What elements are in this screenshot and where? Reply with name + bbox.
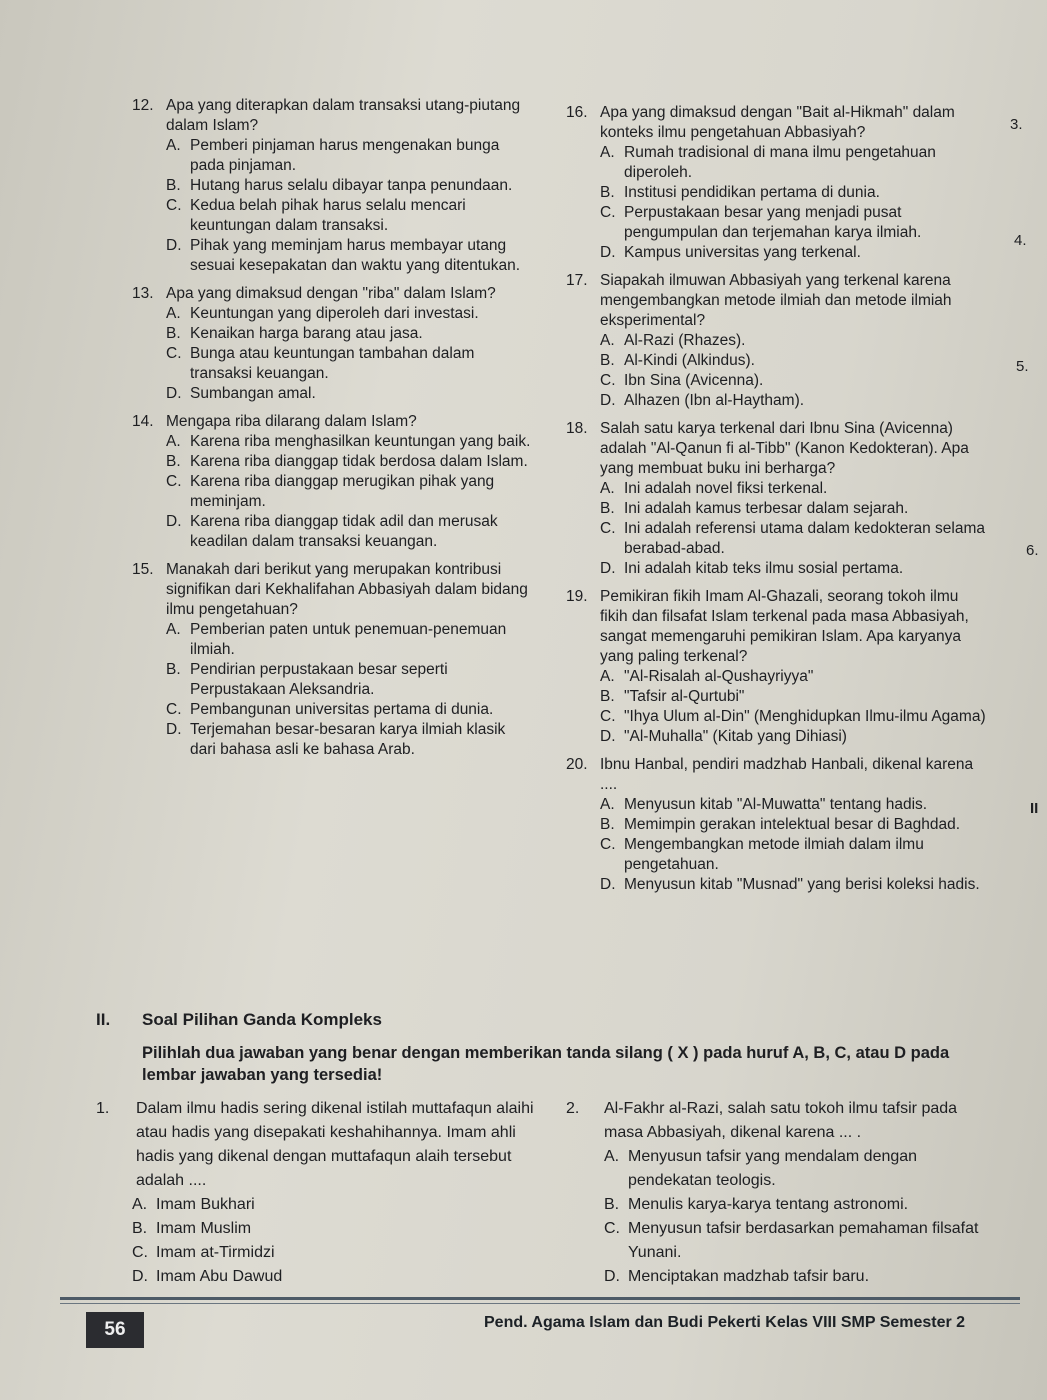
answer-option	[600, 243, 986, 263]
answer-option	[600, 667, 986, 687]
answer-option	[600, 519, 986, 559]
answer-option	[600, 815, 986, 835]
section-header	[96, 1010, 996, 1086]
answer-option	[166, 176, 532, 196]
option-letter: A.	[166, 305, 181, 322]
answer-option	[166, 472, 532, 512]
option-text: Imam Bukhari	[156, 1196, 255, 1213]
option-text: Karena riba dianggap tidak adil dan merusak keadilan dalam transaksi keuangan.	[190, 513, 498, 550]
question-number: 18.	[566, 420, 588, 437]
option-text: Menyusun tafsir yang mendalam dengan pendekatan teologis.	[628, 1148, 918, 1189]
option-letter: D.	[166, 385, 182, 402]
answer-option	[166, 196, 532, 236]
option-text: Pihak yang meminjam harus membayar utang sesuai kesepakatan dan waktu yang ditentukan.	[190, 237, 521, 274]
option-text: Pembangunan universitas pertama di dunia.	[190, 701, 494, 718]
answer-option	[600, 183, 986, 203]
answer-option	[166, 236, 532, 276]
answer-option	[166, 700, 532, 720]
option-letter: A.	[600, 480, 615, 497]
option-text: "Tafsir al-Qurtubi"	[624, 688, 745, 705]
question-text: Ibnu Hanbal, pendiri madzhab Hanbali, dikenal karena ....	[600, 756, 974, 793]
option-letter: B.	[600, 688, 615, 705]
answer-option	[600, 391, 986, 411]
question	[566, 419, 986, 579]
option-text: Imam Abu Dawud	[156, 1268, 283, 1285]
question-text: Manakah dari berikut yang merupakan kontribusi signifikan dari Kekhalifahan Abbasiyah dalam bidang ilmu pengetahuan?	[166, 561, 528, 618]
option-letter: B.	[604, 1196, 620, 1213]
option-text: Ini adalah kitab teks ilmu sosial pertama.	[624, 560, 904, 577]
question-number: 20.	[566, 756, 588, 773]
option-letter: A.	[166, 433, 181, 450]
question-stem	[132, 560, 532, 620]
answer-option	[600, 707, 986, 727]
option-text: Perpustakaan besar yang menjadi pusat pengumpulan dan terjemahan karya ilmiah.	[624, 204, 922, 241]
answer-option	[600, 203, 986, 243]
option-text: Hutang harus selalu dibayar tanpa penundaan.	[190, 177, 513, 194]
option-text: Sumbangan amal.	[190, 385, 316, 402]
question-text: Pemikiran fikih Imam Al-Ghazali, seorang tokoh ilmu fikih dan filsafat Islam terkenal pada masa Abbasiyah, sangat memengaruhi pemikiran Islam. Apa karyanya yang paling terkenal?	[600, 588, 969, 665]
option-text: Bunga atau keuntungan tambahan dalam transaksi keuangan.	[190, 345, 475, 382]
answer-option	[600, 351, 986, 371]
option-letter: D.	[600, 560, 616, 577]
option-letter: A.	[600, 668, 615, 685]
answer-option	[166, 660, 532, 700]
option-text: Mengembangkan metode ilmiah dalam ilmu pengetahuan.	[624, 836, 924, 873]
answer-option	[166, 620, 532, 660]
question	[566, 1097, 986, 1289]
option-letter: C.	[166, 197, 182, 214]
answer-option	[600, 835, 986, 875]
answer-option	[132, 1241, 536, 1265]
option-letter: B.	[600, 352, 615, 369]
option-text: Alhazen (Ibn al-Haytham).	[624, 392, 805, 409]
option-letter: A.	[600, 144, 615, 161]
question	[566, 587, 986, 747]
question-number: 16.	[566, 104, 588, 121]
option-letter: C.	[166, 473, 182, 490]
option-letter: C.	[604, 1220, 620, 1237]
answer-option	[600, 371, 986, 391]
question-text: Dalam ilmu hadis sering dikenal istilah muttafaqun alaihi atau hadis yang disepakati keshahihannya. Imam ahli hadis yang dikenal dengan muttafaqun alaih tersebut adalah ....	[136, 1100, 534, 1189]
option-text: Imam at-Tirmidzi	[156, 1244, 275, 1261]
question-number: 17.	[566, 272, 588, 289]
complex-question-1	[96, 1097, 536, 1297]
question-number: 1.	[96, 1100, 110, 1117]
option-letter: D.	[166, 721, 182, 738]
question	[566, 755, 986, 895]
option-text: Pemberian paten untuk penemuan-penemuan ilmiah.	[190, 621, 507, 658]
left-question-column	[132, 96, 532, 768]
margin-number: 5.	[1016, 358, 1029, 375]
footer-rule-thin	[60, 1303, 1020, 1304]
option-letter: D.	[604, 1268, 620, 1285]
option-text: Memimpin gerakan intelektual besar di Baghdad.	[624, 816, 961, 833]
option-text: Menyusun tafsir berdasarkan pemahaman filsafat Yunani.	[628, 1220, 979, 1261]
answer-option	[600, 559, 986, 579]
question	[132, 412, 532, 552]
answer-option	[600, 727, 986, 747]
option-letter: B.	[166, 325, 181, 342]
margin-number: 3.	[1010, 116, 1023, 133]
option-letter: B.	[132, 1220, 148, 1237]
option-text: Pendirian perpustakaan besar seperti Perpustakaan Aleksandria.	[190, 661, 448, 698]
question-stem	[132, 96, 532, 136]
option-letter: A.	[600, 796, 615, 813]
page-number-badge: 56	[86, 1312, 144, 1348]
question-stem	[566, 755, 986, 795]
answer-option	[166, 452, 532, 472]
option-text: "Ihya Ulum al-Din" (Menghidupkan Ilmu-ilmu Agama)	[624, 708, 986, 725]
question	[566, 103, 986, 263]
option-text: Imam Muslim	[156, 1220, 252, 1237]
option-letter: C.	[166, 701, 182, 718]
option-text: Keuntungan yang diperoleh dari investasi.	[190, 305, 479, 322]
answer-option	[132, 1265, 536, 1289]
option-letter: B.	[166, 661, 181, 678]
option-letter: B.	[166, 453, 181, 470]
question	[566, 271, 986, 411]
option-text: Al-Kindi (Alkindus).	[624, 352, 755, 369]
question-text: Salah satu karya terkenal dari Ibnu Sina (Avicenna) adalah "Al-Qanun fi al-Tibb" (Kanon Kedokteran). Apa yang membuat buku ini berharga?	[600, 420, 969, 477]
answer-option	[600, 687, 986, 707]
option-text: Terjemahan besar-besaran karya ilmiah klasik dari bahasa asli ke bahasa Arab.	[190, 721, 506, 758]
question-stem	[566, 419, 986, 479]
option-letter: C.	[600, 520, 616, 537]
section-instruction: Pilihlah dua jawaban yang benar dengan memberikan tanda silang ( X ) pada huruf A, B, C, atau D pada lembar jawaban yang tersedia!	[142, 1044, 950, 1084]
option-letter: A.	[604, 1148, 620, 1165]
answer-option	[600, 795, 986, 815]
answer-option	[600, 875, 986, 895]
answer-option	[166, 324, 532, 344]
option-letter: A.	[600, 332, 615, 349]
question-stem	[566, 587, 986, 667]
answer-option	[604, 1217, 986, 1265]
option-text: Ibn Sina (Avicenna).	[624, 372, 764, 389]
question-stem	[566, 1097, 986, 1145]
answer-option	[604, 1145, 986, 1193]
question-stem	[566, 103, 986, 143]
option-letter: D.	[600, 728, 616, 745]
answer-option	[132, 1193, 536, 1217]
option-text: Karena riba menghasilkan keuntungan yang baik.	[190, 433, 531, 450]
question-number: 15.	[132, 561, 154, 578]
option-text: Kedua belah pihak harus selalu mencari keuntungan dalam transaksi.	[190, 197, 466, 234]
question-text: Al-Fakhr al-Razi, salah satu tokoh ilmu tafsir pada masa Abbasiyah, dikenal karena ... .	[604, 1100, 958, 1141]
answer-option	[166, 512, 532, 552]
option-text: Ini adalah novel fiksi terkenal.	[624, 480, 828, 497]
option-text: Institusi pendidikan pertama di dunia.	[624, 184, 880, 201]
option-text: Ini adalah kamus terbesar dalam sejarah.	[624, 500, 909, 517]
option-letter: A.	[132, 1196, 148, 1213]
option-letter: C.	[600, 836, 616, 853]
question-number: 12.	[132, 97, 154, 114]
question-number: 14.	[132, 413, 154, 430]
question-stem	[566, 271, 986, 331]
question-text: Siapakah ilmuwan Abbasiyah yang terkenal karena mengembangkan metode ilmiah dan metode ilmiah eksperimental?	[600, 272, 952, 329]
option-letter: B.	[600, 500, 615, 517]
question-stem	[132, 412, 532, 432]
answer-option	[604, 1265, 986, 1289]
answer-option	[132, 1217, 536, 1241]
option-text: Karena riba dianggap tidak berdosa dalam Islam.	[190, 453, 528, 470]
question-text: Apa yang diterapkan dalam transaksi utang-piutang dalam Islam?	[166, 97, 521, 134]
answer-option	[600, 331, 986, 351]
question-number: 2.	[566, 1100, 580, 1117]
answer-option	[166, 344, 532, 384]
option-letter: B.	[600, 184, 615, 201]
option-letter: B.	[166, 177, 181, 194]
option-text: Kenaikan harga barang atau jasa.	[190, 325, 423, 342]
answer-option	[600, 479, 986, 499]
option-letter: D.	[600, 876, 616, 893]
option-text: Menciptakan madzhab tafsir baru.	[628, 1268, 870, 1285]
option-text: Menulis karya-karya tentang astronomi.	[628, 1196, 909, 1213]
question	[132, 284, 532, 404]
answer-option	[604, 1193, 986, 1217]
margin-number: II	[1030, 800, 1039, 817]
option-letter: C.	[600, 372, 616, 389]
book-title: Pend. Agama Islam dan Budi Pekerti Kelas VIII SMP Semester 2	[484, 1314, 966, 1331]
answer-option	[166, 304, 532, 324]
option-letter: A.	[166, 621, 181, 638]
option-letter: D.	[600, 392, 616, 409]
margin-number: 4.	[1014, 232, 1027, 249]
option-text: Karena riba dianggap merugikan pihak yang meminjam.	[190, 473, 495, 510]
question	[132, 96, 532, 276]
option-text: Menyusun kitab "Al-Muwatta" tentang hadis.	[624, 796, 928, 813]
option-letter: A.	[166, 137, 181, 154]
answer-option	[166, 136, 532, 176]
right-question-column	[566, 103, 986, 903]
section-number: II.	[96, 1010, 111, 1029]
complex-question-2	[566, 1097, 986, 1297]
question-text: Apa yang dimaksud dengan "riba" dalam Islam?	[166, 285, 496, 302]
question-text: Apa yang dimaksud dengan "Bait al-Hikmah" dalam konteks ilmu pengetahuan Abbasiyah?	[600, 104, 955, 141]
option-letter: D.	[166, 513, 182, 530]
option-letter: C.	[600, 204, 616, 221]
option-text: "Al-Risalah al-Qushayriyya"	[624, 668, 814, 685]
option-letter: D.	[600, 244, 616, 261]
section-title: Soal Pilihan Ganda Kompleks	[142, 1010, 382, 1029]
answer-option	[600, 499, 986, 519]
margin-number: 6.	[1026, 542, 1039, 559]
option-text: Pemberi pinjaman harus mengenakan bunga pada pinjaman.	[190, 137, 500, 174]
option-letter: B.	[600, 816, 615, 833]
option-text: Menyusun kitab "Musnad" yang berisi koleksi hadis.	[624, 876, 980, 893]
answer-option	[600, 143, 986, 183]
question-number: 13.	[132, 285, 154, 302]
option-letter: D.	[132, 1268, 148, 1285]
option-letter: D.	[166, 237, 182, 254]
option-text: Kampus universitas yang terkenal.	[624, 244, 861, 261]
answer-option	[166, 432, 532, 452]
question	[96, 1097, 536, 1289]
option-text: Rumah tradisional di mana ilmu pengetahuan diperoleh.	[624, 144, 936, 181]
option-text: Al-Razi (Rhazes).	[624, 332, 746, 349]
answer-option	[166, 384, 532, 404]
question-text: Mengapa riba dilarang dalam Islam?	[166, 413, 417, 430]
option-letter: C.	[166, 345, 182, 362]
footer-rule	[60, 1297, 1020, 1300]
question-number: 19.	[566, 588, 588, 605]
question-stem	[96, 1097, 536, 1193]
option-letter: C.	[132, 1244, 148, 1261]
question	[132, 560, 532, 760]
option-letter: C.	[600, 708, 616, 725]
question-stem	[132, 284, 532, 304]
option-text: Ini adalah referensi utama dalam kedokteran selama berabad-abad.	[624, 520, 986, 557]
option-text: "Al-Muhalla" (Kitab yang Dihiasi)	[624, 728, 847, 745]
answer-option	[166, 720, 532, 760]
